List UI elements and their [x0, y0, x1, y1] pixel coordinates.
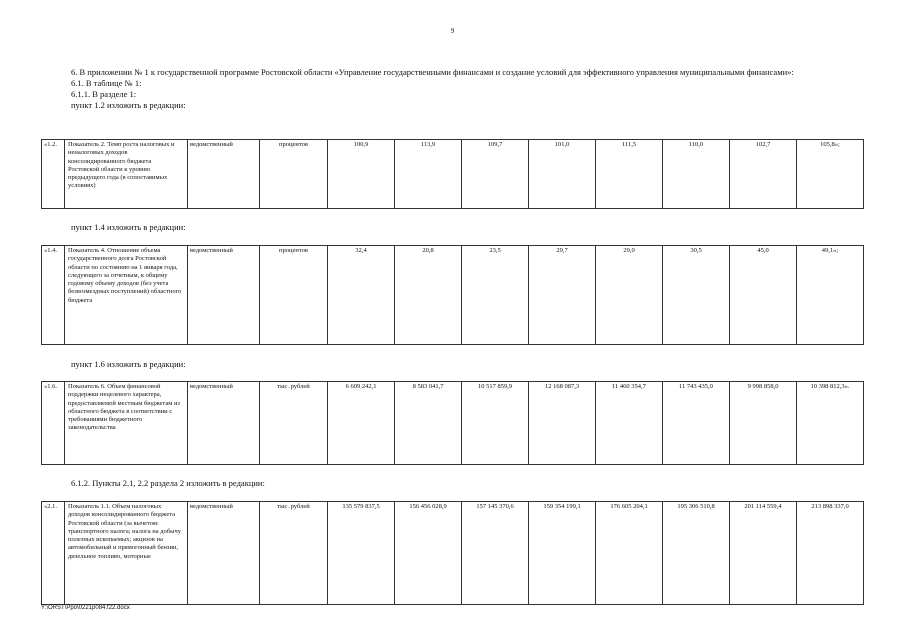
value-cell: 45,0 [730, 246, 797, 345]
value-cell: 101,0 [529, 140, 596, 209]
value-cell: 195 306 510,8 [663, 502, 730, 605]
value-cell: 29,7 [529, 246, 596, 345]
row-number: «1.6. [42, 382, 65, 465]
heading-item-1-4: пункт 1.4 изложить в редакции: [71, 222, 186, 232]
value-cell: 110,0 [663, 140, 730, 209]
indicator-type: ведомственный [188, 246, 260, 345]
value-cell: 20,8 [395, 246, 462, 345]
indicator-name: Показатель 1.1. Объем налоговых доходов консолидированного бюджета Ростовской области (за вычетом: транспортного налога; налога на добычу полезных ископаемых; акцизов на автомобильный и прямогонный бензин, дизельное топливо, моторные [65, 502, 188, 605]
value-cell: 111,5 [596, 140, 663, 209]
row-number: «1.2. [42, 140, 65, 209]
unit: тыс. рублей [260, 502, 328, 605]
table-row [42, 140, 864, 209]
value-cell: 176 605 204,1 [596, 502, 663, 605]
value-cell: 10 517 859,9 [462, 382, 529, 465]
row-number: «2.1. [42, 502, 65, 605]
value-cell: 109,7 [462, 140, 529, 209]
indicator-name: Показатель 6. Объем финансовой поддержки нецелевого характера, предоставляемой местным бюджетам из областного бюджета в соответствии с требованиями бюджетного законодательства [65, 382, 188, 465]
unit: процентов [260, 140, 328, 209]
table-item-1-6 [41, 381, 864, 465]
value-cell: 105,8»; [797, 140, 864, 209]
table-item-2-1 [41, 501, 864, 605]
row-number: «1.4. [42, 246, 65, 345]
intro-paragraph: 6. В приложении № 1 к государственной программе Ростовской области «Управление государственными финансами и создание условий для эффективного управления муниципальными финансами»: [71, 67, 794, 77]
unit: тыс. рублей [260, 382, 328, 465]
table-item-1-2 [41, 139, 864, 209]
value-cell: 23,5 [462, 246, 529, 345]
value-cell: 12 168 087,3 [529, 382, 596, 465]
value-cell: 30,5 [663, 246, 730, 345]
value-cell: 102,7 [730, 140, 797, 209]
table-row [42, 502, 864, 605]
value-cell: 159 354 199,1 [529, 502, 596, 605]
value-cell: 156 456 028,9 [395, 502, 462, 605]
intro-line-1: 6.1. В таблице № 1: [71, 78, 142, 88]
table-row [42, 246, 864, 345]
value-cell: 29,0 [596, 246, 663, 345]
table-item-1-4 [41, 245, 864, 345]
value-cell: 113,9 [395, 140, 462, 209]
indicator-type: ведомственный [188, 502, 260, 605]
value-cell: 157 145 370,6 [462, 502, 529, 605]
value-cell: 9 998 858,0 [730, 382, 797, 465]
value-cell: 11 460 354,7 [596, 382, 663, 465]
value-cell: 10 398 812,3». [797, 382, 864, 465]
indicator-name: Показатель 4. Отношение объема государственного долга Ростовской области по состоянию на 1 января года, следующего за отчетным, к общему годовому объему доходов (без учета безвозмездных поступлений) областного бюджета [65, 246, 188, 345]
value-cell: 49,1»; [797, 246, 864, 345]
heading-item-1-6: пункт 1.6 изложить в редакции: [71, 359, 186, 369]
indicator-type: ведомственный [188, 382, 260, 465]
intro-line-2: 6.1.1. В разделе 1: [71, 89, 137, 99]
intro-line-3: пункт 1.2 изложить в редакции: [71, 100, 186, 110]
value-cell: 11 743 435,0 [663, 382, 730, 465]
page-number: 9 [450, 27, 455, 35]
value-cell: 6 609 242,1 [328, 382, 395, 465]
value-cell: 100,9 [328, 140, 395, 209]
indicator-name: Показатель 2. Темп роста налоговых и неналоговых доходов консолидированного бюджета Ростовской области к уровню предыдущего года (в сопоставимых условиях) [65, 140, 188, 209]
value-cell: 32,4 [328, 246, 395, 345]
value-cell: 135 579 837,5 [328, 502, 395, 605]
value-cell: 213 898 337,0 [797, 502, 864, 605]
indicator-type: ведомственный [188, 140, 260, 209]
unit: процентов [260, 246, 328, 345]
value-cell: 201 114 559,4 [730, 502, 797, 605]
table-row [42, 382, 864, 465]
file-path-footer: Y:\ORST\Ppo\0221p084.f22.docx [41, 605, 130, 611]
intro-block [41, 67, 863, 111]
value-cell: 8 583 041,7 [395, 382, 462, 465]
heading-item-6-1-2: 6.1.2. Пункты 2.1, 2.2 раздела 2 изложить в редакции: [71, 478, 265, 488]
